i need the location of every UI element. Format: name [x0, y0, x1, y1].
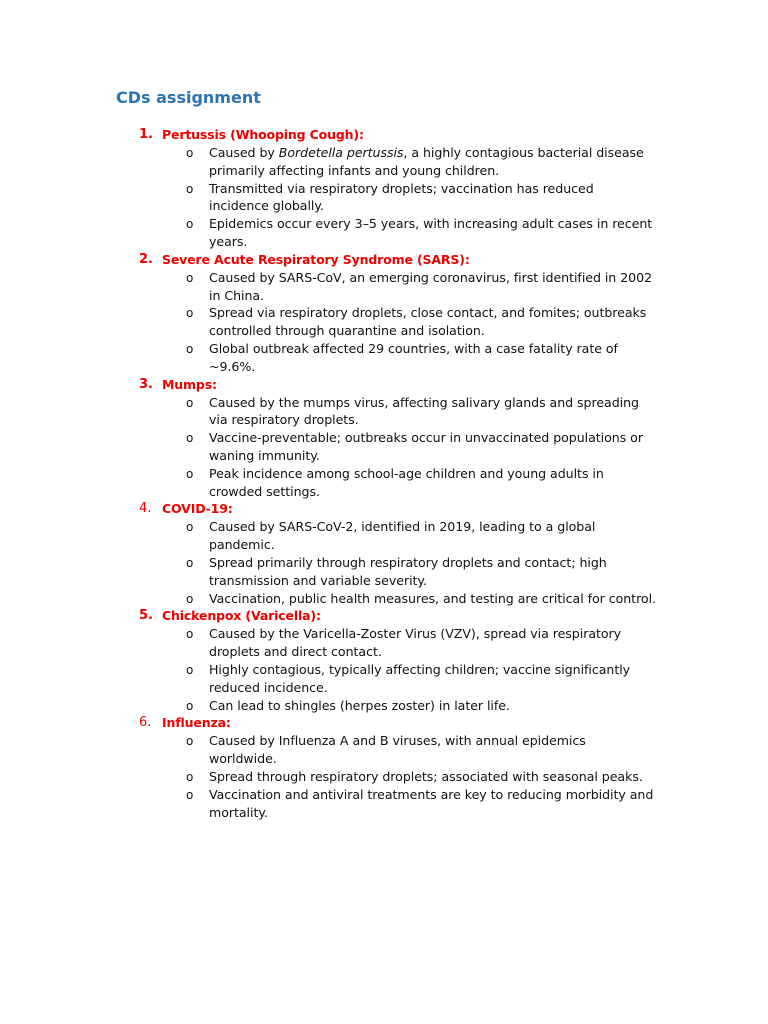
bullet-text: Caused by the mumps virus, affecting salivary glands and spreading via respiratory droplets.	[209, 394, 639, 428]
bullet-text: Can lead to shingles (herpes zoster) in later life.	[209, 697, 510, 713]
list-item	[0, 625, 768, 661]
bullet-marker-icon: o	[186, 341, 194, 356]
bullet-text: Spread primarily through respiratory droplets and contact; high transmission and variable severity.	[209, 554, 607, 588]
list-item	[0, 590, 768, 608]
section-heading	[0, 500, 768, 518]
disease-list	[0, 126, 768, 821]
list-item	[0, 697, 768, 715]
bullet-marker-icon: o	[186, 395, 194, 410]
bullet-marker-icon: o	[186, 466, 194, 481]
bullet-text: Caused by the Varicella-Zoster Virus (VZV), spread via respiratory droplets and direct contact.	[209, 626, 622, 660]
list-item	[0, 518, 768, 554]
bullet-marker-icon: o	[186, 734, 194, 749]
bullet-text: Epidemics occur every 3–5 years, with increasing adult cases in recent years.	[209, 216, 653, 249]
list-item	[0, 304, 768, 340]
section-heading	[0, 126, 768, 144]
section-number: 3.	[139, 376, 153, 392]
list-item	[0, 465, 768, 501]
section-heading	[0, 251, 768, 269]
bullet-text: Spread through respiratory droplets; associated with seasonal peaks.	[209, 768, 643, 784]
section-heading-text: Severe Acute Respiratory Syndrome (SARS):	[162, 251, 470, 267]
list-item	[0, 215, 768, 251]
bullet-marker-icon: o	[186, 591, 194, 606]
list-item	[0, 429, 768, 465]
list-item	[0, 144, 768, 180]
bullet-marker-icon: o	[186, 769, 194, 784]
bullet-marker-icon: o	[186, 217, 194, 232]
bullet-text: Global outbreak affected 29 countries, with a case fatality rate of ~9.6%.	[209, 340, 618, 374]
list-item	[0, 786, 768, 822]
bullet-text: Vaccine-preventable; outbreaks occur in unvaccinated populations or waning immunity.	[209, 430, 643, 463]
bullet-marker-icon: o	[186, 520, 194, 535]
section-heading-text: Influenza:	[162, 715, 231, 731]
section-number: 4.	[139, 501, 152, 517]
bullet-marker-icon: o	[186, 146, 194, 160]
bullet-marker-icon: o	[186, 181, 194, 196]
section-heading	[0, 376, 768, 394]
list-item	[0, 732, 768, 768]
list-section	[0, 607, 768, 714]
bullet-marker-icon: o	[186, 431, 194, 446]
bullet-text	[209, 144, 657, 180]
section-heading	[0, 607, 768, 625]
list-item	[0, 394, 768, 430]
list-item	[0, 554, 768, 590]
list-item	[0, 340, 768, 376]
list-section	[0, 251, 768, 376]
species-name: Bordetella pertussis	[278, 145, 404, 160]
section-number: 1.	[139, 127, 153, 142]
bullet-text-part: Caused by	[209, 145, 279, 160]
bullet-text: Vaccination and antiviral treatments are key to reducing morbidity and mortality.	[209, 786, 654, 820]
bullet-text-part: , a highly contagious bacterial disease primarily affecting infants and young children.	[209, 145, 644, 178]
list-item	[0, 180, 768, 216]
bullet-marker-icon: o	[186, 627, 194, 642]
section-heading-text: Pertussis (Whooping Cough):	[162, 127, 364, 142]
section-number: 2.	[139, 251, 153, 267]
bullet-text: Peak incidence among school-age children and young adults in crowded settings.	[209, 465, 604, 499]
bullet-text: Highly contagious, typically affecting children; vaccine significantly reduced incidence.	[209, 661, 631, 695]
bullet-marker-icon: o	[186, 698, 194, 713]
section-number: 5.	[139, 608, 153, 624]
list-item	[0, 768, 768, 786]
list-item	[0, 661, 768, 697]
bullet-text: Caused by SARS-CoV, an emerging coronavirus, first identified in 2002 in China.	[209, 269, 653, 303]
section-heading-text: Chickenpox (Varicella):	[162, 608, 321, 624]
section-heading-text: Mumps:	[162, 376, 217, 392]
section-heading	[0, 714, 768, 732]
section-heading-text: COVID-19:	[162, 501, 233, 517]
bullet-marker-icon: o	[186, 270, 194, 285]
bullet-text: Caused by Influenza A and B viruses, with annual epidemics worldwide.	[209, 733, 586, 767]
list-item	[0, 269, 768, 305]
bullet-marker-icon: o	[186, 306, 194, 321]
bullet-text: Caused by SARS-CoV-2, identified in 2019, leading to a global pandemic.	[209, 519, 596, 553]
bullet-marker-icon: o	[186, 555, 194, 570]
document-title: CDs assignment	[116, 88, 261, 107]
list-section	[0, 376, 768, 501]
bullet-text: Spread via respiratory droplets, close contact, and fomites; outbreaks controlled through quarantine and isolation.	[209, 305, 647, 339]
bullet-marker-icon: o	[186, 662, 194, 677]
list-section	[0, 500, 768, 607]
bullet-text: Vaccination, public health measures, and testing are critical for control.	[209, 590, 656, 606]
list-section	[0, 126, 768, 251]
section-number: 6.	[139, 715, 152, 731]
bullet-marker-icon: o	[186, 787, 194, 802]
list-section	[0, 714, 768, 821]
bullet-text: Transmitted via respiratory droplets; vaccination has reduced incidence globally.	[209, 180, 594, 214]
